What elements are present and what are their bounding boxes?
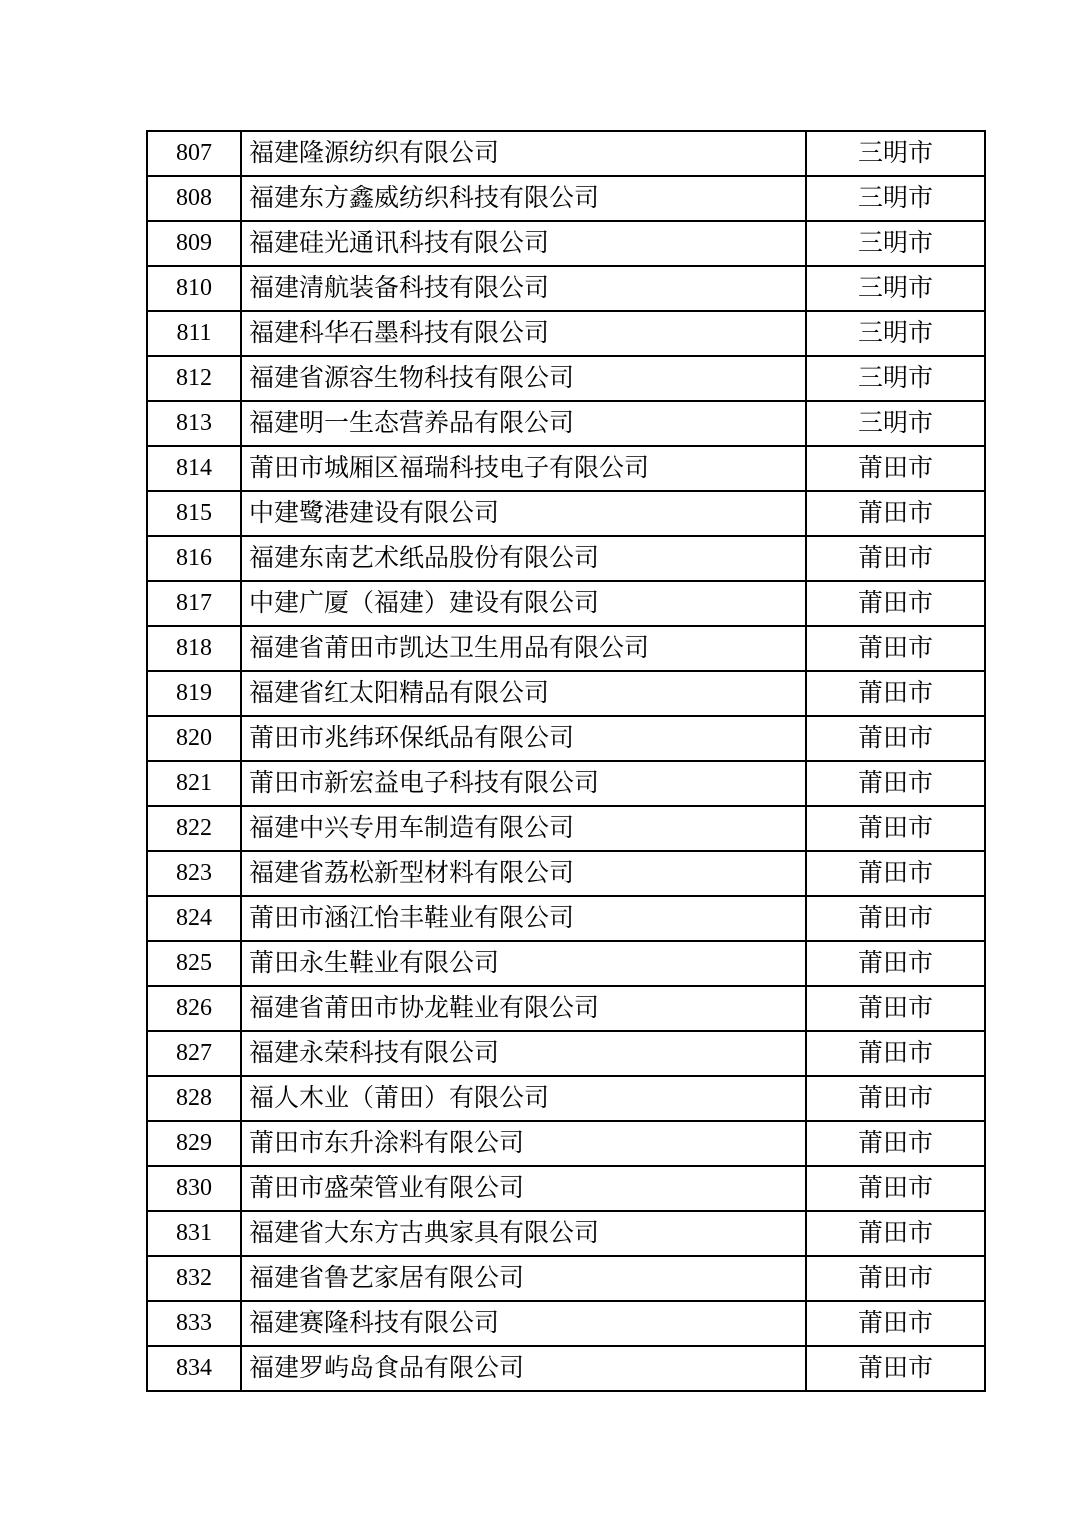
table-row [147,266,985,311]
table-row [147,806,985,851]
company-name-cell: 莆田永生鞋业有限公司 [241,941,806,986]
table-row [147,356,985,401]
city-name-cell: 莆田市 [806,941,985,986]
city-name-cell: 三明市 [806,176,985,221]
table-row [147,131,985,176]
table-row [147,581,985,626]
row-index-cell: 828 [147,1076,241,1121]
company-name-cell: 福建东方鑫威纺织科技有限公司 [241,176,806,221]
company-name-cell: 福建科华石墨科技有限公司 [241,311,806,356]
row-index-cell: 833 [147,1301,241,1346]
city-name-cell: 三明市 [806,311,985,356]
row-index-cell: 832 [147,1256,241,1301]
company-name-cell: 福建省莆田市协龙鞋业有限公司 [241,986,806,1031]
city-name-cell: 莆田市 [806,1076,985,1121]
row-index-cell: 823 [147,851,241,896]
row-index-cell: 825 [147,941,241,986]
table-row [147,1031,985,1076]
company-name-cell: 莆田市东升涂料有限公司 [241,1121,806,1166]
company-name-cell: 福建省莆田市凯达卫生用品有限公司 [241,626,806,671]
company-name-cell: 福建罗屿岛食品有限公司 [241,1346,806,1391]
row-index-cell: 810 [147,266,241,311]
city-name-cell: 三明市 [806,266,985,311]
city-name-cell: 莆田市 [806,626,985,671]
city-name-cell: 莆田市 [806,986,985,1031]
city-name-cell: 莆田市 [806,851,985,896]
table-row [147,761,985,806]
table-row [147,626,985,671]
city-name-cell: 莆田市 [806,896,985,941]
row-index-cell: 819 [147,671,241,716]
table-row [147,536,985,581]
company-name-cell: 福建省红太阳精品有限公司 [241,671,806,716]
city-name-cell: 莆田市 [806,581,985,626]
company-name-cell: 莆田市兆纬环保纸品有限公司 [241,716,806,761]
table-row [147,401,985,446]
company-name-cell: 中建鹭港建设有限公司 [241,491,806,536]
row-index-cell: 820 [147,716,241,761]
row-index-cell: 814 [147,446,241,491]
table-row [147,986,985,1031]
table-row [147,1256,985,1301]
row-index-cell: 813 [147,401,241,446]
company-name-cell: 莆田市盛荣管业有限公司 [241,1166,806,1211]
city-name-cell: 莆田市 [806,671,985,716]
company-name-cell: 福人木业（莆田）有限公司 [241,1076,806,1121]
table-row [147,1121,985,1166]
row-index-cell: 826 [147,986,241,1031]
company-name-cell: 莆田市城厢区福瑞科技电子有限公司 [241,446,806,491]
row-index-cell: 815 [147,491,241,536]
company-name-cell: 福建隆源纺织有限公司 [241,131,806,176]
company-name-cell: 福建永荣科技有限公司 [241,1031,806,1076]
row-index-cell: 831 [147,1211,241,1256]
company-name-cell: 中建广厦（福建）建设有限公司 [241,581,806,626]
table-row [147,446,985,491]
row-index-cell: 829 [147,1121,241,1166]
company-table-body [147,131,985,1391]
company-name-cell: 福建明一生态营养品有限公司 [241,401,806,446]
row-index-cell: 807 [147,131,241,176]
company-name-cell: 福建中兴专用车制造有限公司 [241,806,806,851]
city-name-cell: 莆田市 [806,536,985,581]
table-row [147,311,985,356]
table-row [147,1301,985,1346]
city-name-cell: 莆田市 [806,761,985,806]
city-name-cell: 莆田市 [806,491,985,536]
city-name-cell: 莆田市 [806,1121,985,1166]
city-name-cell: 莆田市 [806,1346,985,1391]
row-index-cell: 817 [147,581,241,626]
table-row [147,1211,985,1256]
company-name-cell: 莆田市涵江怡丰鞋业有限公司 [241,896,806,941]
row-index-cell: 824 [147,896,241,941]
company-name-cell: 福建省大东方古典家具有限公司 [241,1211,806,1256]
city-name-cell: 莆田市 [806,446,985,491]
table-row [147,491,985,536]
company-city-table [146,130,986,1392]
row-index-cell: 818 [147,626,241,671]
table-row [147,716,985,761]
city-name-cell: 三明市 [806,221,985,266]
table-row [147,941,985,986]
city-name-cell: 莆田市 [806,1301,985,1346]
company-name-cell: 福建赛隆科技有限公司 [241,1301,806,1346]
table-row [147,896,985,941]
row-index-cell: 808 [147,176,241,221]
company-name-cell: 福建清航装备科技有限公司 [241,266,806,311]
city-name-cell: 莆田市 [806,1031,985,1076]
company-name-cell: 福建省源容生物科技有限公司 [241,356,806,401]
company-name-cell: 莆田市新宏益电子科技有限公司 [241,761,806,806]
row-index-cell: 822 [147,806,241,851]
table-row [147,176,985,221]
city-name-cell: 三明市 [806,131,985,176]
company-name-cell: 福建硅光通讯科技有限公司 [241,221,806,266]
row-index-cell: 811 [147,311,241,356]
table-row [147,851,985,896]
table-row [147,1346,985,1391]
row-index-cell: 816 [147,536,241,581]
city-name-cell: 三明市 [806,356,985,401]
company-name-cell: 福建省荔松新型材料有限公司 [241,851,806,896]
row-index-cell: 821 [147,761,241,806]
row-index-cell: 812 [147,356,241,401]
table-row [147,1166,985,1211]
city-name-cell: 三明市 [806,401,985,446]
city-name-cell: 莆田市 [806,716,985,761]
company-name-cell: 福建东南艺术纸品股份有限公司 [241,536,806,581]
table-row [147,671,985,716]
row-index-cell: 827 [147,1031,241,1076]
city-name-cell: 莆田市 [806,1166,985,1211]
city-name-cell: 莆田市 [806,806,985,851]
table-row [147,1076,985,1121]
table-row [147,221,985,266]
row-index-cell: 834 [147,1346,241,1391]
company-name-cell: 福建省鲁艺家居有限公司 [241,1256,806,1301]
city-name-cell: 莆田市 [806,1211,985,1256]
row-index-cell: 809 [147,221,241,266]
row-index-cell: 830 [147,1166,241,1211]
city-name-cell: 莆田市 [806,1256,985,1301]
